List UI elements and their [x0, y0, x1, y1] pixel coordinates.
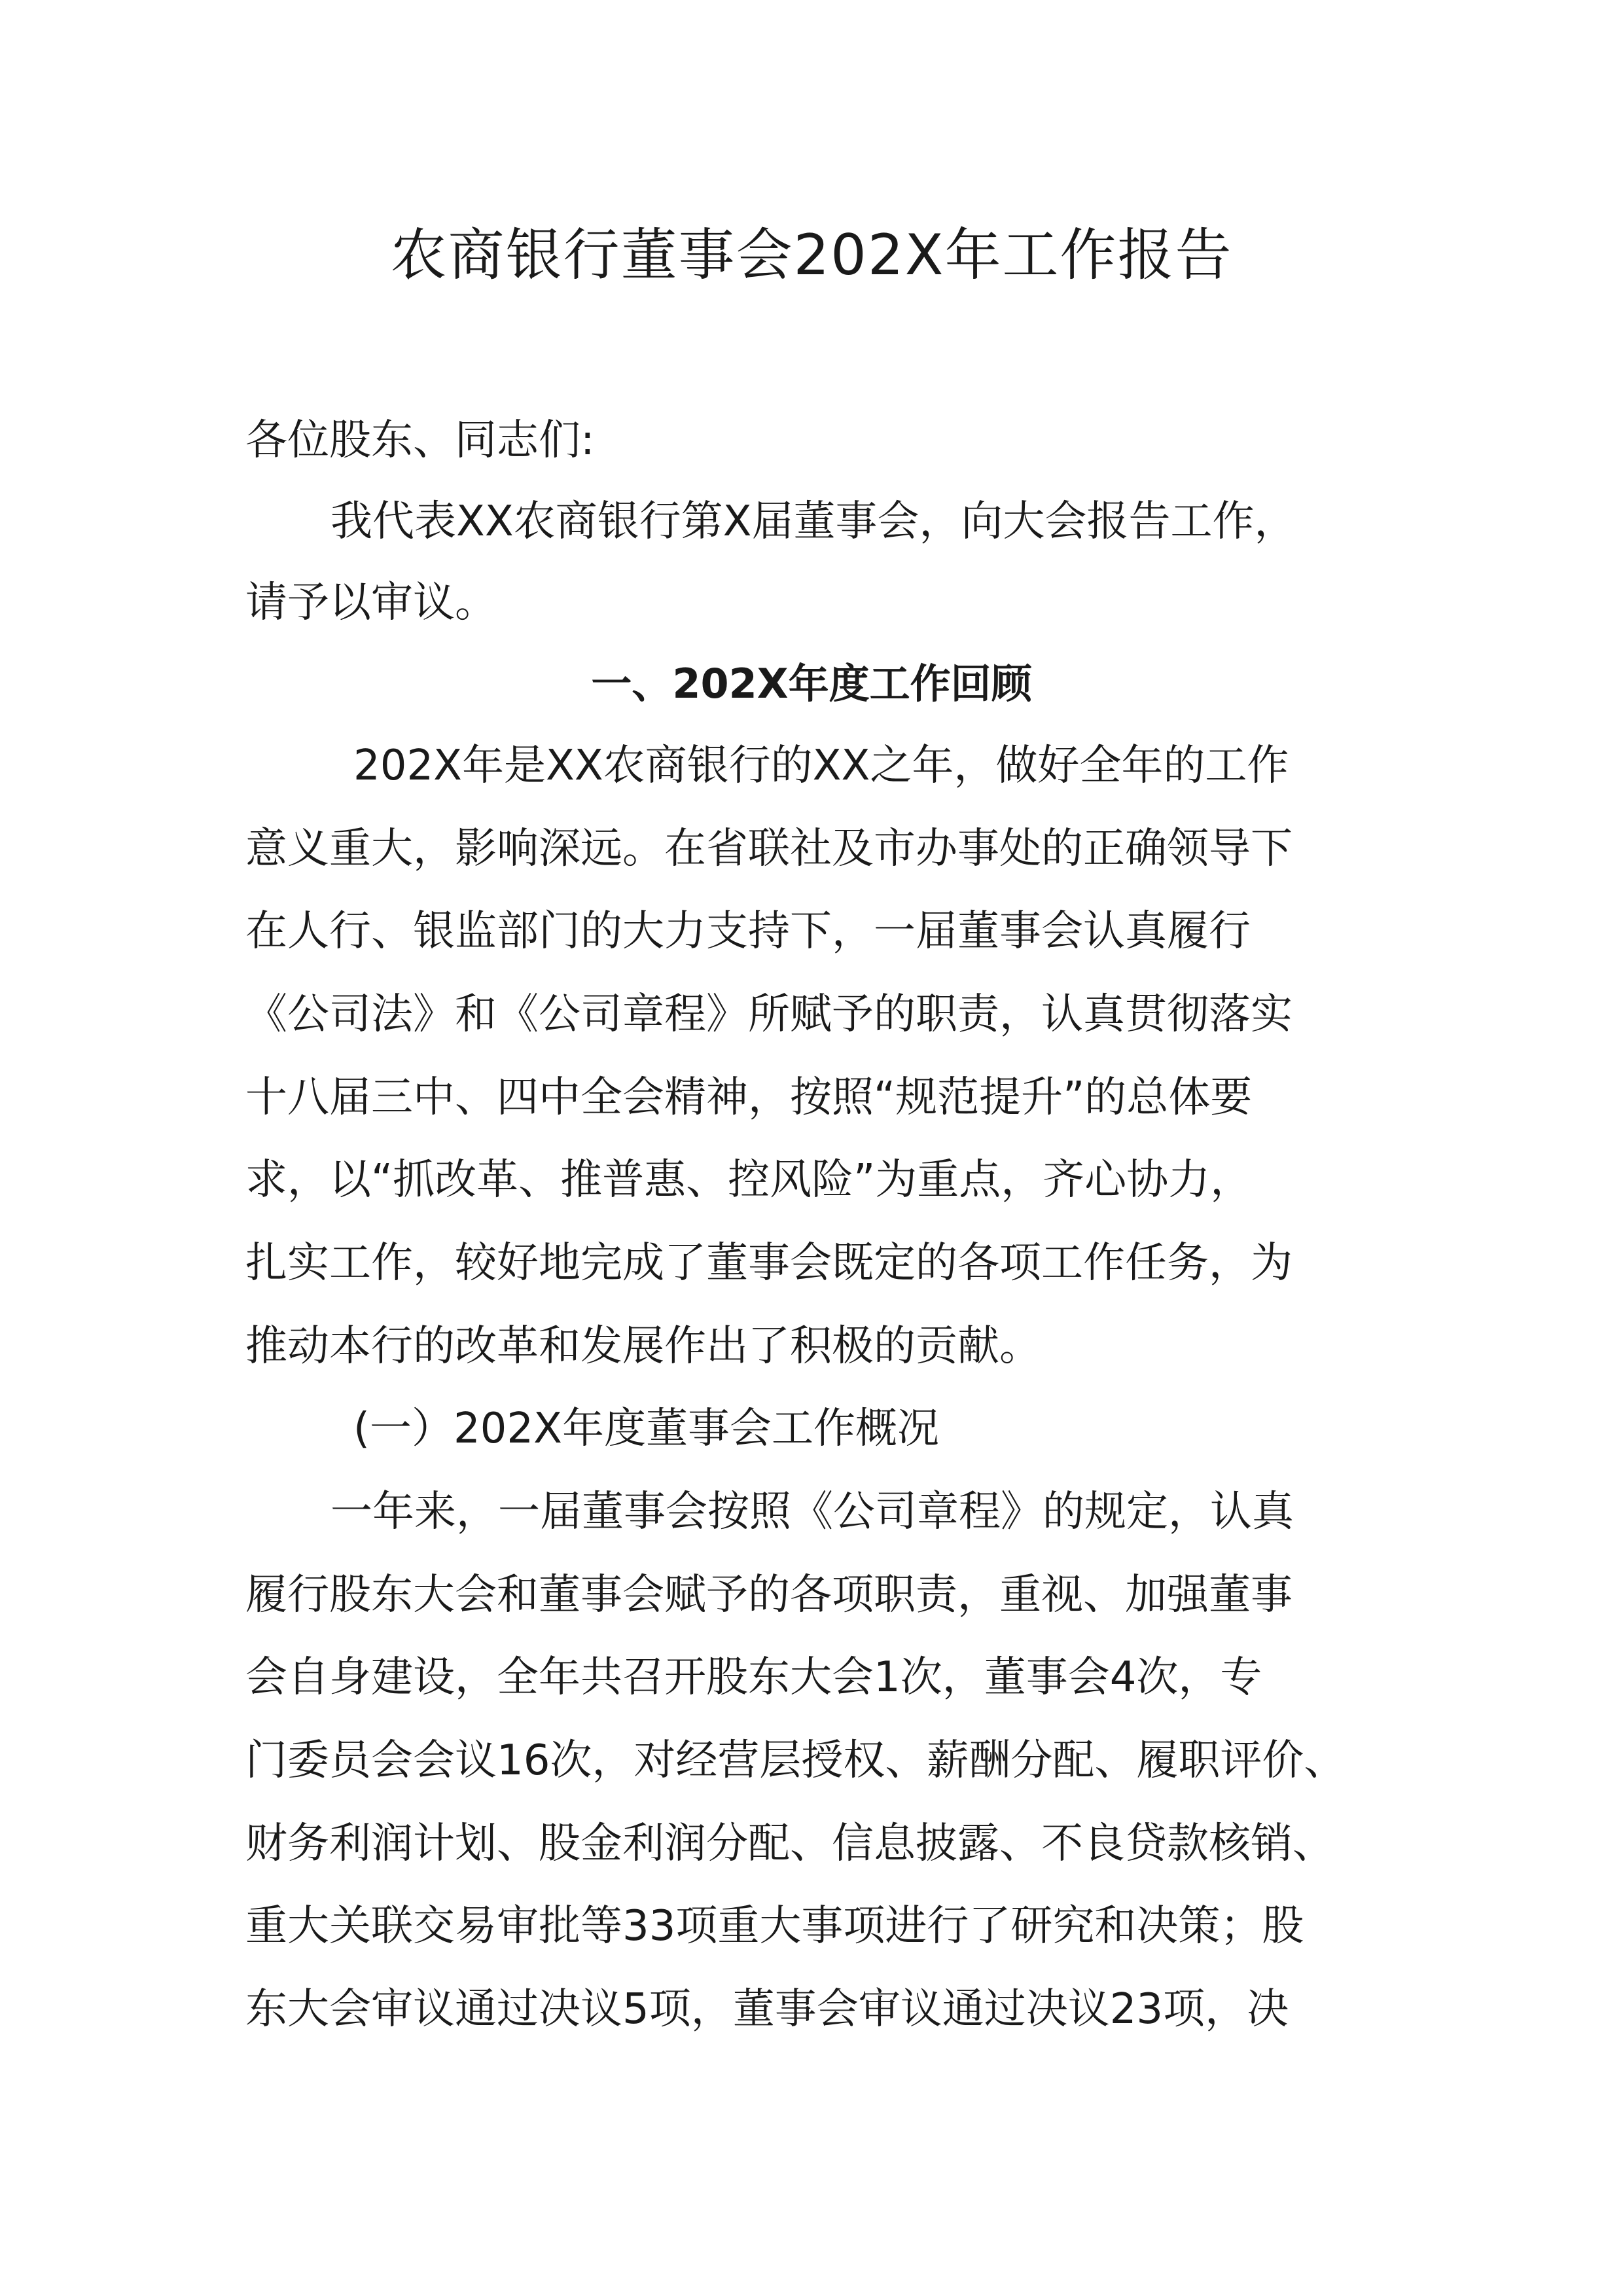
subsection-1-line: 东大会审议通过决议5项，董事会审议通过决议23项，决	[245, 1985, 1289, 2034]
subsection-1-line: 履行股东大会和董事会赋予的各项职责，重视、加强董事	[245, 1571, 1293, 1619]
subsection-1-heading: (一）202X年度董事会工作概况	[353, 1405, 939, 1453]
intro-line-1: 我代表XX农商银行第X届董事会，向大会报告工作，	[330, 497, 1296, 546]
subsection-1-line: 门委员会会议16次，对经营层授权、薪酬分配、履职评价、	[245, 1736, 1346, 1785]
section-1-line: 意义重大，影响深远。在省联社及市办事处的正确领导下	[245, 825, 1293, 873]
intro-line-2: 请予以审议。	[245, 579, 497, 627]
section-1-line: 推动本行的改革和发展作出了积极的贡献。	[245, 1322, 1041, 1371]
subsection-1-line: 一年来，一届董事会按照《公司章程》的规定，认真	[330, 1488, 1294, 1536]
subsection-1-line: 财务利润计划、股金利润分配、信息披露、不良贷款核销、	[245, 1820, 1334, 1868]
section-1-heading: 一、202X年度工作回顾	[591, 660, 1032, 708]
document-title: 农商银行董事会202X年工作报告	[390, 223, 1233, 288]
section-1-line: 《公司法》和《公司章程》所赋予的职责，认真贯彻落实	[245, 990, 1293, 1039]
section-1-line: 求，以“抓改革、推普惠、控风险”为重点，齐心协力，	[245, 1156, 1253, 1204]
section-1-line: 在人行、银监部门的大力支持下，一届董事会认真履行	[245, 907, 1251, 956]
subsection-1-line: 重大关联交易审批等33项重大事项进行了研究和决策；股	[245, 1902, 1304, 1950]
section-1-line: 扎实工作，较好地完成了董事会既定的各项工作任务，为	[245, 1239, 1293, 1287]
section-1-line: 202X年是XX农商银行的XX之年，做好全年的工作	[353, 742, 1289, 790]
subsection-1-line: 会自身建设，全年共召开股东大会1次，董事会4次，专	[245, 1653, 1262, 1702]
salutation: 各位股东、同志们:	[245, 416, 595, 465]
section-1-line: 十八届三中、四中全会精神，按照“规范提升”的总体要	[245, 1073, 1253, 1122]
